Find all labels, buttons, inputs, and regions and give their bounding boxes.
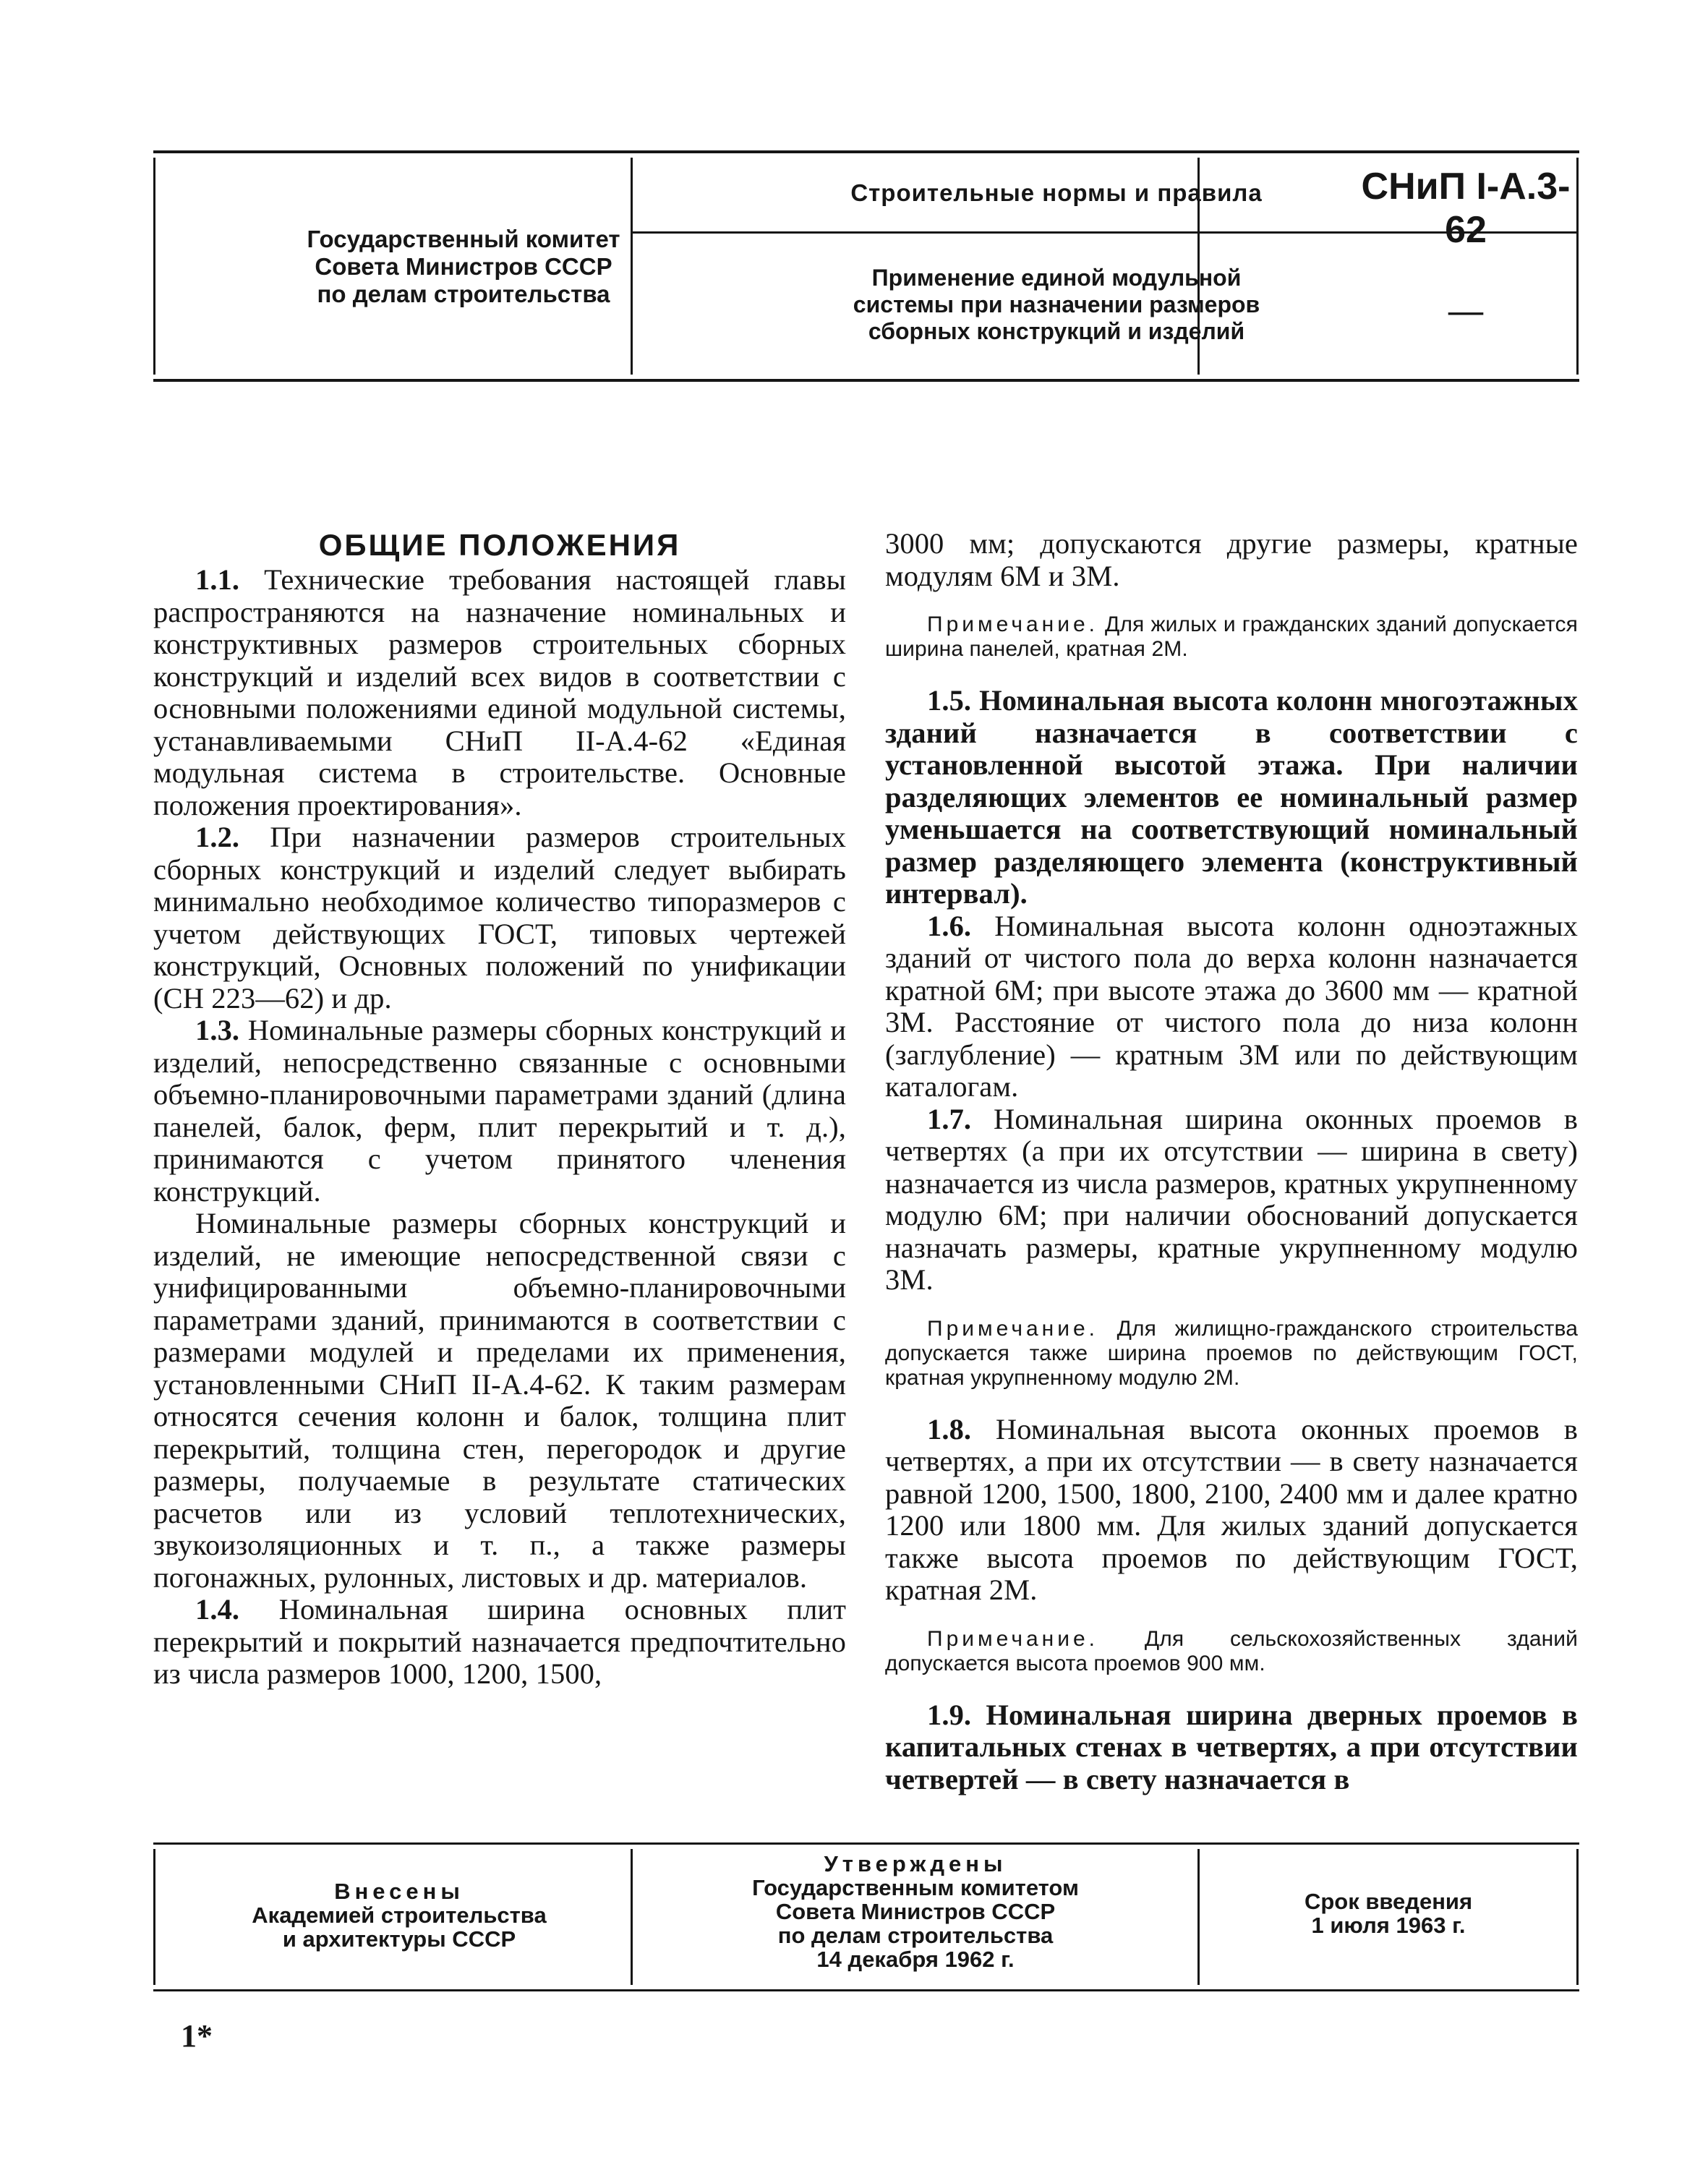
footer-table [153,1842,1579,1991]
document-category: Строительные нормы и правила [850,179,1263,206]
document-code: СНиП I-А.3-62 [1361,166,1571,251]
approved-label: Утверждены [824,1851,1007,1876]
approved-block [633,1852,1197,1971]
introduced-label: Внесены [334,1879,464,1904]
footer-border-right [1576,1849,1579,1985]
approved-by: Государственным комитетом Совета Министров СССР по делам строительства 14 декабря 1962 г. [752,1875,1079,1972]
left-column [153,528,846,1691]
paragraph-1-8: 1.8. Номинальная высота оконных проемов в четвертях, а при их отсутствии — в свету назначается равной 1200, 1500, 1800, 2100, 2400 мм и далее кратно 1200 или 1800 мм. Для жилых зданий допускается также высота проемов по действующим ГОСТ, кратная 2М. [885,1412,1578,1606]
header-table [153,150,1579,382]
paragraph-1-2: 1.2. При назначении размеров строительных сборных конструкций и изделий следует выбирать минимально необходимое количество типоразмеров с учетом действующих ГОСТ, типовых чертежей конструкций, Основных положений по унификации (СН 223—62) и др. [153,821,846,1015]
issuing-organization: Государственный комитет Совета Министров СССР по делам строительства [307,226,620,307]
note-1: Примечание. Для жилых и гражданских зданий допускается ширина панелей, кратная 2М. [885,612,1578,661]
paragraph-1-4: 1.4. Номинальная ширина основных плит перекрытий и покрытий назначается предпочтительно из числа размеров 1000, 1200, 1500, [153,1593,846,1690]
paragraph-1-6: 1.6. Номинальная высота колонн одноэтажных зданий от чистого пола до верха колонн назначается кратной 6М; при высоте этажа до 3600 мм — кратной 3М. Расстояние от чистого пола до низа колонн (заглубление) — кратным 3М или по действующим каталогам. [885,909,1578,1103]
effective-date: Срок введения 1 июля 1963 г. [1304,1889,1473,1938]
note-3: Примечание. Для сельскохозяйственных зданий допускается высота проемов 900 мм. [885,1626,1578,1675]
document-subject: Применение единой модульной системы при назначении размеров сборных конструкций и изделий [853,265,1260,344]
note-2: Примечание. Для жилищно-гражданского строительства допускается также ширина проемов по действующим ГОСТ, кратная укрупненному модулю 2М. [885,1316,1578,1390]
header-border-left [153,158,155,375]
page-number: 1* [181,2018,213,2054]
footer-divider-1 [631,1849,633,1985]
paragraph-1-3: 1.3. Номинальные размеры сборных конструкций и изделий, непосредственно связанные с основными объемно-планировочными параметрами зданий (длина панелей, балок, ферм, плит перекрытий и т. д.), принимаются с учетом принятого членения конструкций. [153,1014,846,1208]
footer-border-left [153,1849,155,1985]
paragraph-1-3-continued: Номинальные размеры сборных конструкций и изделий, не имеющие непосредственной связи с унифицированными объемно-планировочными параметрами зданий, принимаются в соответствии с размерами модулей и пределами их применения, установленными СНиП II-А.4-62. К таким размерам относятся сечения колонн и балок, толщина плит перекрытий, толщина стен, перегородок и другие размеры, получаемые в результате статических расчетов или из условий теплотехнических, звукоизоляционных и т. п., а также размеры погонажных, рулонных, листовых и др. материалов. [153,1207,846,1594]
introduced-block [168,1879,631,1951]
section-title: ОБЩИЕ ПОЛОЖЕНИЯ [318,528,681,562]
paragraph-1-5: 1.5. Номинальная высота колонн многоэтажных зданий назначается в соответствии с установленной высотой этажа. При наличии разделяющих элементов ее номинальный размер уменьшается на соответствующий номинальный размер разделяющего элемента (конструктивный интервал). [885,684,1578,910]
paragraph-1-7: 1.7. Номинальная ширина оконных проемов в четвертях (а при их отсутствии — ширина в свету) назначается из числа размеров, кратных укрупненному модулю 6М; при наличии обоснований допускается назначать размеры, кратные укрупненному модулю 3М. [885,1102,1578,1296]
paragraph-1-9: 1.9. Номинальная ширина дверных проемов в капитальных стенах в четвертях, а при отсутствии четвертей — в свету назначается в [885,1698,1578,1795]
footer-divider-2 [1197,1849,1200,1985]
paragraph-1-1: 1.1. Технические требования настоящей главы распространяются на назначение номинальных и конструктивных размеров строительных сборных конструкций и изделий всех видов в соответствии с основными положениями единой модульной системы, устанавливаемыми СНиП II-А.4-62 «Единая модульная система в строительстве. Основные положения проектирования». [153,563,846,821]
paragraph-1-4-continued: 3000 мм; допускаются другие размеры, кратные модулям 6М и 3М. [885,527,1578,592]
introduced-by: Академией строительства и архитектуры СССР [252,1902,547,1952]
right-column [885,528,1578,1795]
header-dash: — [1448,291,1483,330]
